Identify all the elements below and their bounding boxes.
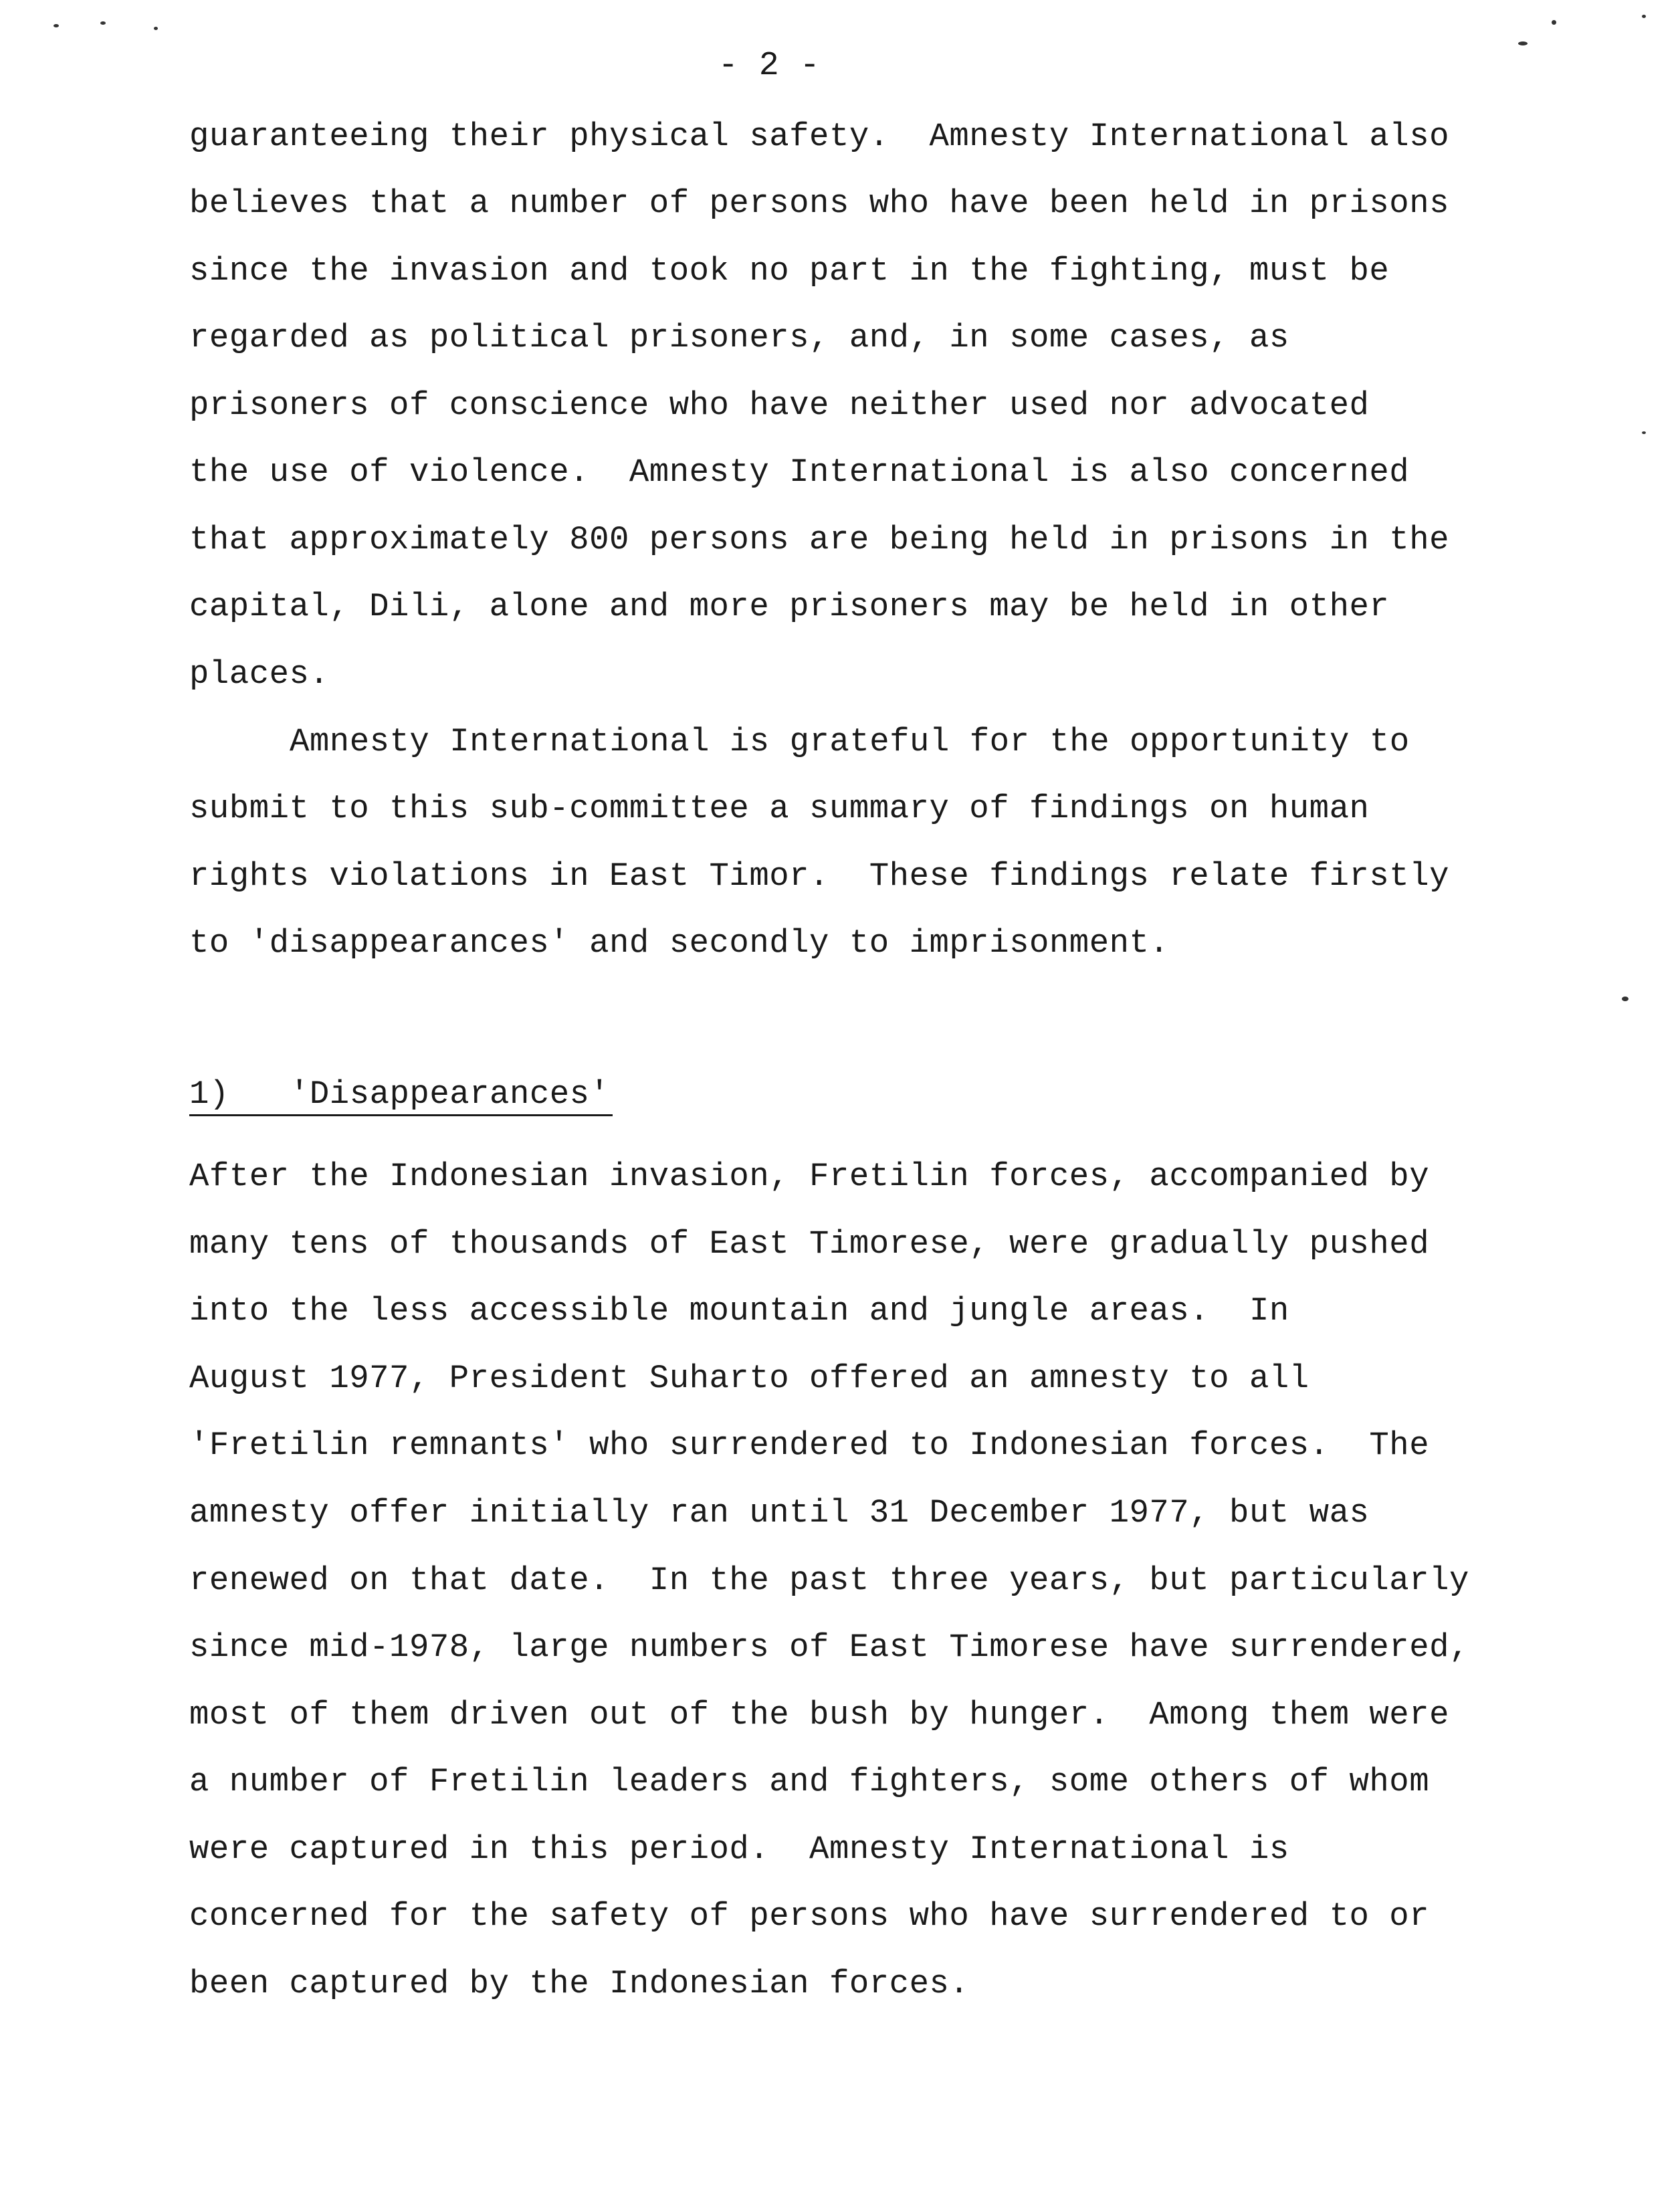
paragraph-3-line: concerned for the safety of persons who have surrendered to or bbox=[189, 1897, 1430, 1935]
section-title: 'Disappearances' bbox=[290, 1075, 610, 1113]
scan-speck bbox=[1642, 431, 1646, 434]
page-number: - 2 - bbox=[718, 47, 821, 85]
paragraph-3-line: a number of Fretilin leaders and fighters, some others of whom bbox=[189, 1763, 1430, 1800]
paragraph-1-line: believes that a number of persons who have been held in prisons bbox=[189, 185, 1450, 222]
scan-speck bbox=[100, 21, 106, 25]
paragraph-1-line: regarded as political prisoners, and, in some cases, as bbox=[189, 319, 1289, 356]
paragraph-1-line: that approximately 800 persons are being held in prisons in the bbox=[189, 521, 1450, 558]
section-number: 1) bbox=[189, 1075, 229, 1113]
paragraph-3-line: since mid-1978, large numbers of East Timorese have surrendered, bbox=[189, 1629, 1469, 1666]
paragraph-1-line: capital, Dili, alone and more prisoners may be held in other bbox=[189, 588, 1390, 625]
paragraph-2-line: submit to this sub-committee a summary of findings on human bbox=[189, 790, 1370, 827]
scan-speck bbox=[1552, 20, 1556, 25]
paragraph-3-line: After the Indonesian invasion, Fretilin forces, accompanied by bbox=[189, 1158, 1430, 1195]
scan-speck bbox=[1518, 41, 1528, 45]
scan-speck bbox=[54, 24, 59, 27]
scan-speck bbox=[154, 27, 158, 30]
paragraph-1-line: since the invasion and took no part in the fighting, must be bbox=[189, 252, 1390, 290]
paragraph-1-line: places. bbox=[189, 655, 330, 693]
paragraph-3-line: were captured in this period. Amnesty International is bbox=[189, 1831, 1289, 1868]
scan-speck bbox=[1622, 997, 1629, 1001]
section-heading bbox=[189, 1075, 610, 1113]
paragraph-1-line: guaranteeing their physical safety. Amnesty International also bbox=[189, 118, 1450, 155]
paragraph-3-line: 'Fretilin remnants' who surrendered to Indonesian forces. The bbox=[189, 1427, 1430, 1464]
paragraph-1-line: the use of violence. Amnesty International is also concerned bbox=[189, 453, 1410, 491]
heading-underline bbox=[189, 1114, 613, 1116]
paragraph-1-line: prisoners of conscience who have neither used nor advocated bbox=[189, 387, 1370, 424]
paragraph-3-line: amnesty offer initially ran until 31 December 1977, but was bbox=[189, 1494, 1370, 1532]
paragraph-2-line: rights violations in East Timor. These findings relate firstly bbox=[189, 857, 1450, 895]
paragraph-2-line: to 'disappearances' and secondly to imprisonment. bbox=[189, 924, 1170, 962]
paragraph-3-line: August 1977, President Suharto offered an amnesty to all bbox=[189, 1360, 1309, 1397]
paragraph-3-line: been captured by the Indonesian forces. bbox=[189, 1965, 970, 2002]
paragraph-3-line: renewed on that date. In the past three years, but particularly bbox=[189, 1562, 1469, 1599]
paragraph-3-line: many tens of thousands of East Timorese, were gradually pushed bbox=[189, 1225, 1430, 1263]
paragraph-3-line: most of them driven out of the bush by hunger. Among them were bbox=[189, 1696, 1450, 1734]
paragraph-3-line: into the less accessible mountain and jungle areas. In bbox=[189, 1292, 1289, 1330]
scan-speck bbox=[1642, 15, 1646, 18]
paragraph-2-line: Amnesty International is grateful for the opportunity to bbox=[290, 723, 1410, 760]
